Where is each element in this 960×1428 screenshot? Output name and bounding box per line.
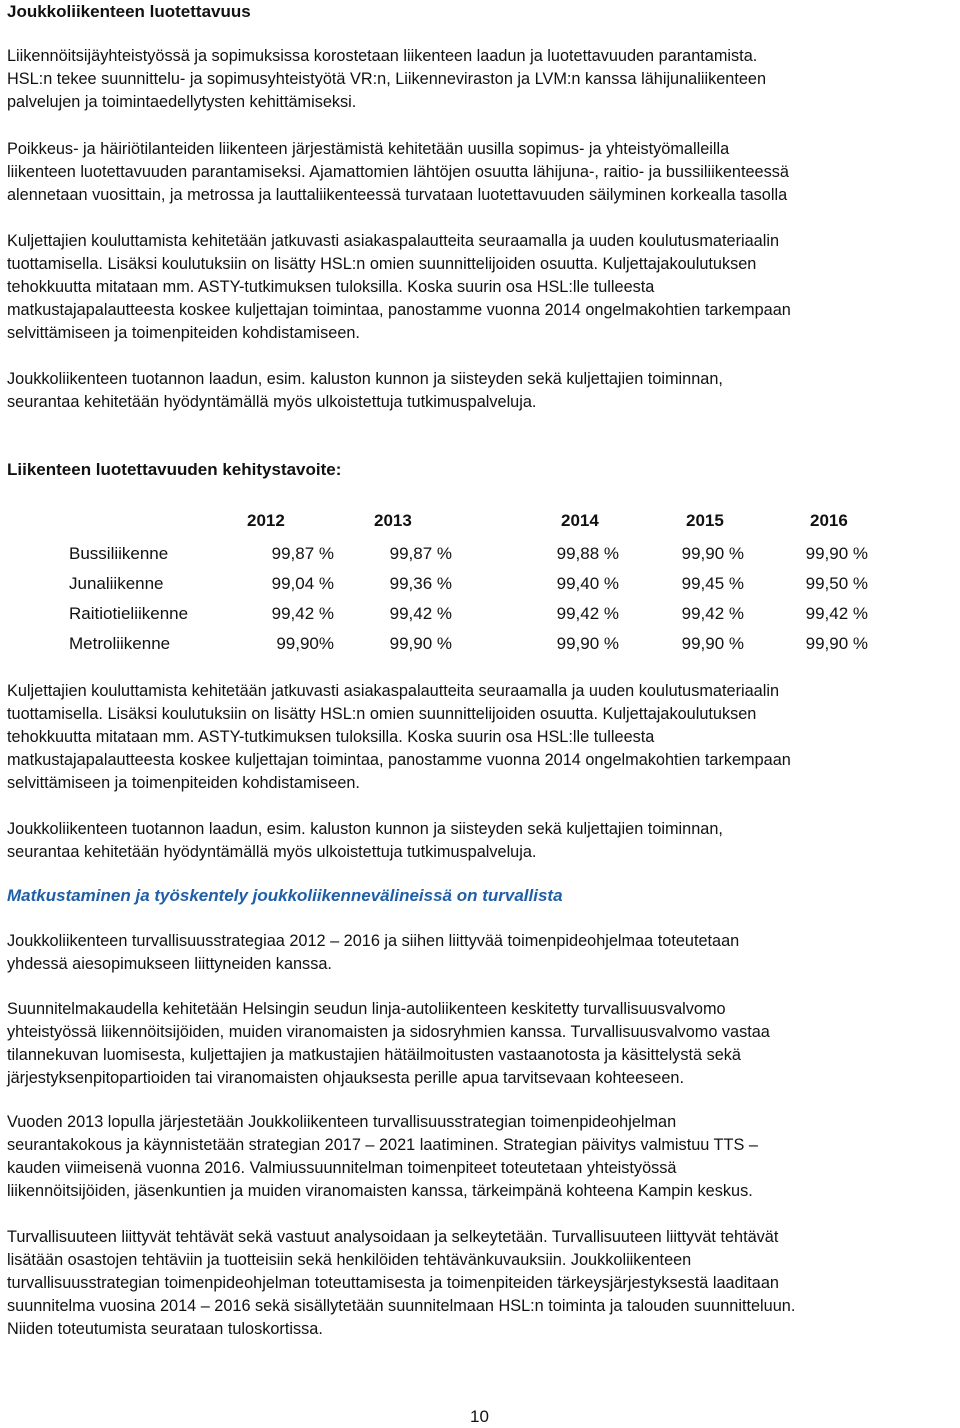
row-label: Bussiliikenne xyxy=(69,544,169,563)
paragraph-8 xyxy=(7,998,955,1090)
table-cell: 99,42 % xyxy=(556,604,619,623)
table-cell: 99,42 % xyxy=(805,604,868,623)
text-line: Joukkoliikenteen turvallisuusstrategiaa 2012 – 2016 ja siihen liittyvää toimenpideohjelmaa toteutetaan xyxy=(7,932,740,950)
row-label: Junaliikenne xyxy=(69,574,164,593)
table-cell: 99,90 % xyxy=(556,634,619,653)
paragraph-2 xyxy=(7,138,955,207)
year-header: 2015 xyxy=(686,511,724,530)
paragraph-5 xyxy=(7,680,955,795)
text-line: tuottamisella. Lisäksi koulutuksiin on lisätty HSL:n omien suunnittelijoiden osuutta. Kuljettajakoulutuksen xyxy=(7,705,757,723)
goal-heading: Liikenteen luotettavuuden kehitystavoite: xyxy=(7,460,342,479)
reliability-table xyxy=(0,510,960,660)
text-line: seurantaa kehitetään hyödyntämällä myös ulkoistettuja tutkimuspalveluja. xyxy=(7,843,537,861)
text-line: Poikkeus- ja häiriötilanteiden liikenteen järjestämistä kehitetään uusilla sopimus- ja yhteistyömalleilla xyxy=(7,140,730,158)
text-line: Suunnitelmakaudella kehitetään Helsingin seudun linja-autoliikenteen keskitetty turvallisuusvalvomo xyxy=(7,1000,726,1018)
paragraph-9 xyxy=(7,1111,955,1203)
text-line: tehokkuutta mitataan mm. ASTY-tutkimuksen tuloksilla. Koska suurin osa HSL:lle tulleesta xyxy=(7,278,655,296)
text-line: turvallisuusstrategian toimenpideohjelman toteuttamisesta ja toimenpiteiden tärkeysjärjestyksestä laaditaan xyxy=(7,1274,779,1292)
page-number: 10 xyxy=(470,1407,489,1426)
table-cell: 99,90% xyxy=(276,634,334,653)
table-cell: 99,42 % xyxy=(271,604,334,623)
paragraph-6 xyxy=(7,818,955,864)
year-header: 2012 xyxy=(247,511,285,530)
paragraph-7 xyxy=(7,930,955,976)
paragraph-4 xyxy=(7,368,955,414)
text-line: lisätään osastojen tehtäviin ja tuotteisiin sekä henkilöiden tehtävänkuvauksiin. Joukkoliikenteen xyxy=(7,1251,692,1269)
table-cell: 99,90 % xyxy=(389,634,452,653)
text-line: kauden viimeisenä vuonna 2016. Valmiussuunnitelman toimenpiteet toteutetaan yhteistyössä xyxy=(7,1159,677,1177)
table-cell: 99,90 % xyxy=(681,544,744,563)
table-cell: 99,88 % xyxy=(556,544,619,563)
text-line: liikennöitsijöiden, jäsenkuntien ja muiden viranomaisten kanssa, tärkeimpänä kohteena Kampin keskus. xyxy=(7,1182,753,1200)
text-line: HSL:n tekee suunnittelu- ja sopimusyhteistyötä VR:n, Liikenneviraston ja LVM:n kanssa lähijunaliikenteen xyxy=(7,70,767,88)
row-label: Raitiotieliikenne xyxy=(69,604,189,623)
text-line: Niiden toteutumista seurataan tuloskortissa. xyxy=(7,1320,323,1338)
text-line: selvittämiseen ja toimenpiteiden kohdistamiseen. xyxy=(7,774,360,792)
text-line: Joukkoliikenteen tuotannon laadun, esim. kaluston kunnon ja siisteyden sekä kuljettajien toiminnan, xyxy=(7,820,723,838)
paragraph-1 xyxy=(7,45,955,114)
text-line: palvelujen ja toimintaedellytysten kehittämiseksi. xyxy=(7,93,357,111)
table-cell: 99,90 % xyxy=(805,634,868,653)
text-line: suunnitelma vuosina 2014 – 2016 sekä sisällytetään suunnitelmaan HSL:n toiminta ja talouden suunnitteluun. xyxy=(7,1297,796,1315)
table-cell: 99,42 % xyxy=(681,604,744,623)
table-cell: 99,40 % xyxy=(556,574,619,593)
paragraph-3 xyxy=(7,230,955,345)
text-line: selvittämiseen ja toimenpiteiden kohdistamiseen. xyxy=(7,324,360,342)
text-line: liikenteen luotettavuuden parantamiseksi. Ajamattomien lähtöjen osuutta lähijuna-, raitio- ja bussiliikenteessä xyxy=(7,163,789,181)
text-line: Joukkoliikenteen tuotannon laadun, esim. kaluston kunnon ja siisteyden sekä kuljettajien toiminnan, xyxy=(7,370,723,388)
text-line: alennetaan vuosittain, ja metrossa ja lauttaliikenteessä turvataan luotettavuuden säilyminen korkealla tasolla xyxy=(7,186,788,204)
text-line: seurantakokous ja käynnistetään strategian 2017 – 2021 laatiminen. Strategian päivitys valmistuu TTS – xyxy=(7,1136,758,1154)
page-title: Joukkoliikenteen luotettavuus xyxy=(7,2,251,21)
text-line: järjestyksenpitopartioiden tai viranomaisten ohjauksesta perille apua tarvitsevaan kohteeseen. xyxy=(7,1069,684,1087)
table-cell: 99,87 % xyxy=(271,544,334,563)
text-line: Vuoden 2013 lopulla järjestetään Joukkoliikenteen turvallisuusstrategian toimenpideohjelman xyxy=(7,1113,677,1131)
text-line: Kuljettajien kouluttamista kehitetään jatkuvasti asiakaspalautteita seuraamalla ja uuden koulutusmateriaalin xyxy=(7,682,780,700)
table-cell: 99,04 % xyxy=(271,574,334,593)
table-cell: 99,90 % xyxy=(805,544,868,563)
text-line: yhteistyössä liikennöitsijöiden, muiden viranomaisten ja sidosryhmien kanssa. Turvallisuusvalvomo vastaa xyxy=(7,1023,770,1041)
table-cell: 99,36 % xyxy=(389,574,452,593)
year-header: 2016 xyxy=(810,511,848,530)
table-cell: 99,42 % xyxy=(389,604,452,623)
text-line: matkustajapalautteesta koskee kuljettajan toimintaa, panostamme vuonna 2014 ongelmakohtien tarkempaan xyxy=(7,751,791,769)
text-line: seurantaa kehitetään hyödyntämällä myös ulkoistettuja tutkimuspalveluja. xyxy=(7,393,537,411)
text-line: tilannekuvan luomisesta, kuljettajien ja matkustajien hätäilmoitusten vastaanotosta ja käsittelystä sekä xyxy=(7,1046,741,1064)
text-line: Kuljettajien kouluttamista kehitetään jatkuvasti asiakaspalautteita seuraamalla ja uuden koulutusmateriaalin xyxy=(7,232,780,250)
year-header: 2014 xyxy=(561,511,599,530)
text-line: matkustajapalautteesta koskee kuljettajan toimintaa, panostamme vuonna 2014 ongelmakohtien tarkempaan xyxy=(7,301,791,319)
text-line: Liikennöitsijäyhteistyössä ja sopimuksissa korostetaan liikenteen laadun ja luotettavuuden parantamista. xyxy=(7,47,758,65)
text-line: yhdessä aiesopimukseen liittyneiden kanssa. xyxy=(7,955,332,973)
table-cell: 99,50 % xyxy=(805,574,868,593)
safety-heading: Matkustaminen ja työskentely joukkoliikennevälineissä on turvallista xyxy=(7,886,563,905)
text-line: tehokkuutta mitataan mm. ASTY-tutkimuksen tuloksilla. Koska suurin osa HSL:lle tulleesta xyxy=(7,728,655,746)
table-cell: 99,87 % xyxy=(389,544,452,563)
table-cell: 99,90 % xyxy=(681,634,744,653)
year-header: 2013 xyxy=(374,511,412,530)
text-line: Turvallisuuteen liittyvät tehtävät sekä vastuut analysoidaan ja selkeytetään. Turvallisuuteen liittyvät tehtävät xyxy=(7,1228,779,1246)
row-label: Metroliikenne xyxy=(69,634,171,653)
table-cell: 99,45 % xyxy=(681,574,744,593)
paragraph-10 xyxy=(7,1226,955,1341)
text-line: tuottamisella. Lisäksi koulutuksiin on lisätty HSL:n omien suunnittelijoiden osuutta. Kuljettajakoulutuksen xyxy=(7,255,757,273)
